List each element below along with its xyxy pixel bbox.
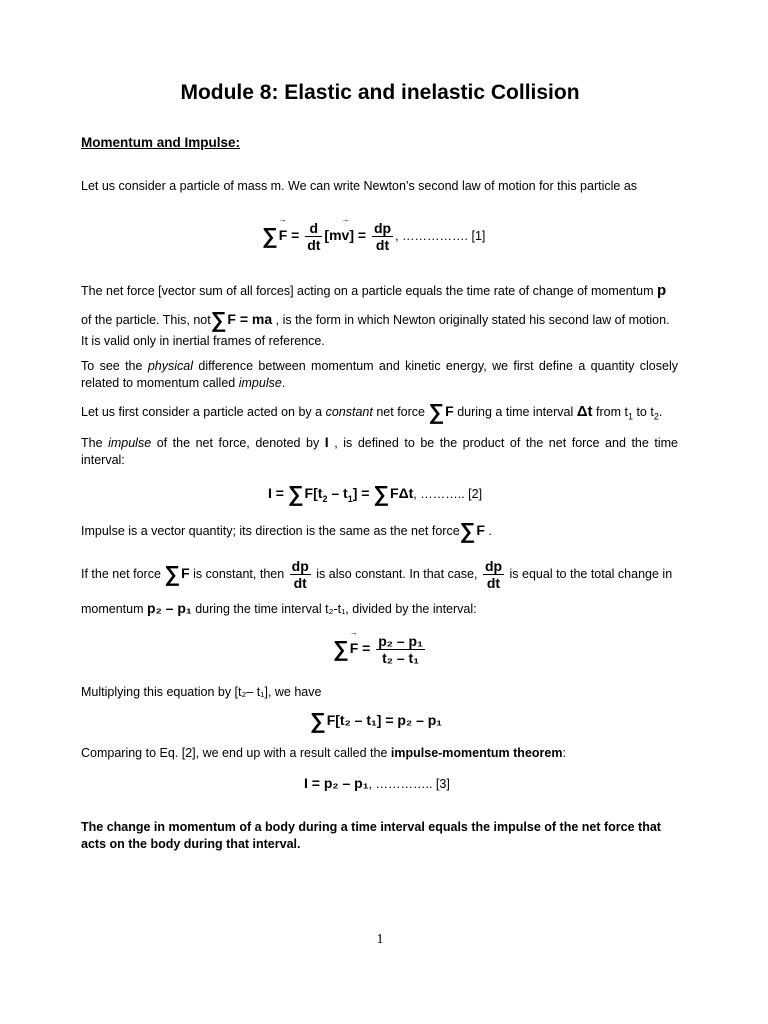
section-heading: Momentum and Impulse: [81,135,241,150]
fraction: $\frac{\text{p₂ – p₁}}{\text{t₂ – t₁}}$ [378,633,423,666]
paragraph: momentum p₂ – p₁ during the time interval t₂-t₁, divided by the interval: [81,600,477,616]
page-title: Module 8: Elastic and inelastic Collision [180,81,580,104]
paragraph: Let us consider a particle of mass m. We can write Newton’s second law of motion for this particle as [81,179,638,193]
paragraph: If the net force ∑F is constant, then $\frac{dp}{dt}$ is also constant. In that case, $\frac{dp}{dt}$ is equal to the total change in [81,558,673,592]
paragraph: The impulse of the net force, denoted by I , is defined to be the product of the net force and the time interval: [81,434,678,467]
eq-text: → v [342,227,350,243]
equation-3: ∑→ F = $\frac{\text{p₂ – p₁}}{\text{t₂ – t₁}}$ [333,633,427,666]
paragraph: To see the physical difference between momentum and kinetic energy, we first define a quantity closely related to momentum called impulse. [81,359,678,390]
paragraph: The net force [vector sum of all forces] acting on a particle equals the time rate of change of momentum p [81,282,667,299]
fraction: $\frac{dp}{dt}$ [291,558,309,592]
paragraph: Multiplying this equation by [t₂– t₁], we have [81,685,322,699]
fraction: $\frac{dp}{dt}$ [373,220,392,253]
fraction: $\frac{dp}{dt}$ [484,558,503,592]
fraction: $\frac{d}{dt}$ [307,220,321,253]
equation-ref: , ……………. [1] [395,229,486,244]
equation-4: ∑F[t₂ – t₁] = p₂ – p₁ [310,708,443,733]
paragraph: Comparing to Eq. [2], we end up with a result called the impulse-momentum theorem: [81,746,566,760]
page-number: 1 [376,932,384,947]
paragraph: Impulse is a vector quantity; its direction is the same as the net force∑F . [81,518,492,543]
paragraph: Let us first consider a particle acted on by a constant net force ∑F during a time interval Δt from $t_1$ to $t_2$. [81,399,663,424]
eq-text: [m [324,227,342,244]
eq-text: → F = [279,227,300,243]
conclusion: The change in momentum of a body during a time interval equals the impulse of the net force that acts on the body during that interval. [81,820,661,851]
paragraph: of the particle. This, not∑F = ma , is the form in which Newton originally stated his second law of motion. [81,307,670,332]
sigma-symbol: ∑ [262,223,278,249]
equation-2: $I = \sum F[t_2 - t_1] = \sum F\Delta t$, ……….. [2] [268,481,483,506]
eq-text: ] = [349,227,367,244]
equation-5: I = p₂ – p₁, ………….. [3] [304,775,450,791]
paragraph: It is valid only in inertial frames of reference. [81,334,325,348]
equation-1 [262,220,485,253]
